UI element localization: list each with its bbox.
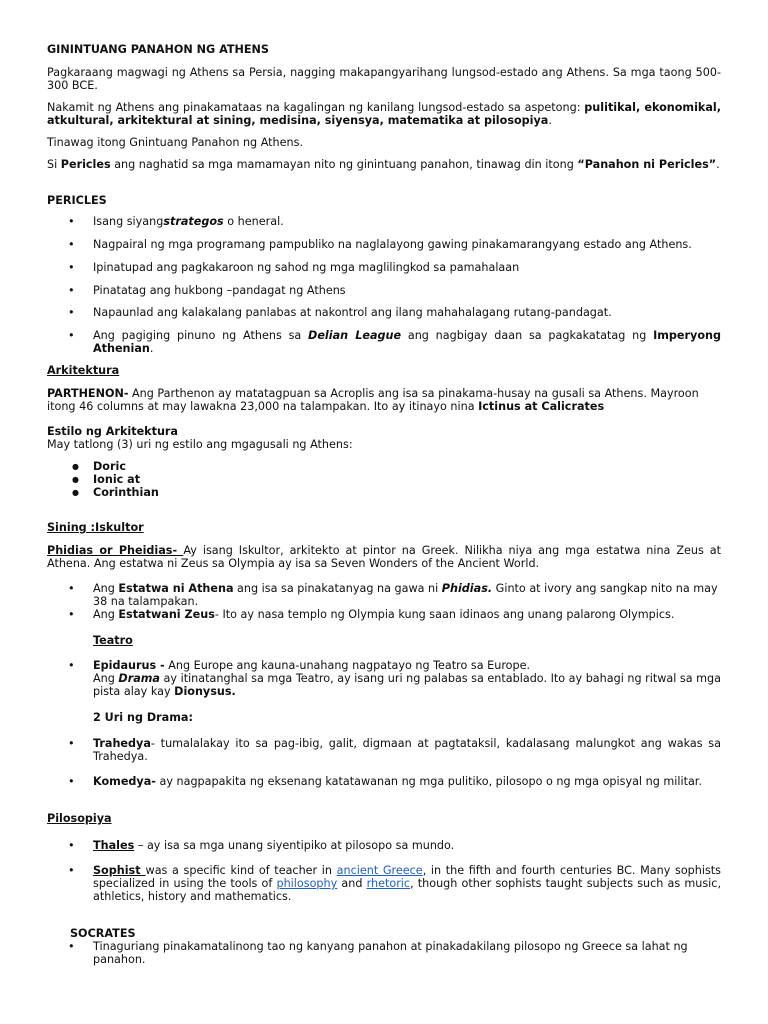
bullet-icon: ● bbox=[72, 462, 79, 471]
trahedya-label: Trahedya bbox=[93, 737, 151, 750]
list-item: Nagpairal ng mga programang pampubliko na naglalayong gawing pinakamarangyang estado ang Athens. bbox=[93, 238, 692, 251]
intro-paragraph-4 bbox=[47, 158, 721, 171]
list-item bbox=[93, 775, 721, 788]
item-text: ay nagpapakita ng eksenang katatawanan ng mga pulitiko, pilosopo o ng mga opisyal ng militar. bbox=[155, 775, 702, 788]
delian-league: Delian League bbox=[308, 329, 402, 342]
bullet-icon: • bbox=[68, 737, 75, 750]
bullet-icon: • bbox=[68, 864, 75, 877]
list-item bbox=[93, 864, 721, 903]
style-item-ionic: Ionic at bbox=[93, 473, 141, 486]
intro-paragraph-1: Pagkaraang magwagi ng Athens sa Persia, nagging makapangyarihang lungsod-estado ang Athens. Sa mga taong 500-300 BCE. bbox=[47, 66, 721, 92]
bullet-icon: ● bbox=[72, 475, 79, 484]
period: . bbox=[548, 114, 552, 127]
philosophy-link[interactable]: philosophy bbox=[276, 877, 338, 890]
phidias-text: Ay isang Iskultor, arkitekto at pintor na Greek. Nilikha niya ang mga estatwa nina Zeus at Athena. Ang estatwa ni Zeus sa Olympia ay isa sa Seven Wonders of the Ancient World. bbox=[47, 544, 721, 570]
intro-text: ang naghatid sa mga mamamayan nito ng ginintuang panahon, tinawag din itong bbox=[110, 158, 578, 171]
bullet-icon: • bbox=[68, 659, 75, 672]
item-text: ay itinatanghal sa mga Teatro, ay isang uri ng palabas sa entablado. Ito ay bahagi ng ritwal sa mga pista alay kay bbox=[93, 672, 722, 698]
socrates-heading: SOCRATES bbox=[70, 927, 136, 940]
bullet-icon: ● bbox=[72, 488, 79, 497]
pilosopiya-heading: Pilosopiya bbox=[47, 812, 112, 825]
bullet-icon: • bbox=[68, 306, 75, 319]
list-item: Pinatatag ang hukbong –pandagat ng Athens bbox=[93, 284, 346, 297]
sophist-label: Sophist bbox=[93, 864, 146, 877]
list-item bbox=[93, 608, 721, 621]
list-item: Napaunlad ang kalakalang panlabas at nakontrol ang ilang mahahalagang rutang-pandagat. bbox=[93, 306, 612, 319]
drama-term: Drama bbox=[118, 672, 160, 685]
socrates-text: Tinaguriang pinakamatalinong tao ng kanyang panahon at pinakadakilang pilosopo ng Greece sa lahat ng panahon. bbox=[93, 940, 688, 966]
list-item bbox=[93, 215, 721, 228]
komedya-label: Komedya- bbox=[93, 775, 156, 788]
parthenon-paragraph bbox=[47, 387, 721, 413]
phidias-label: Phidias or Pheidias- bbox=[47, 544, 184, 557]
bullet-icon: • bbox=[68, 215, 75, 228]
teatro-heading: Teatro bbox=[93, 634, 133, 647]
parthenon-label: PARTHENON- bbox=[47, 387, 129, 400]
bullet-icon: • bbox=[68, 582, 75, 595]
imperyong-athenian: Imperyong Athenian bbox=[93, 329, 721, 355]
document-title: GININTUANG PANAHON NG ATHENS bbox=[47, 43, 269, 56]
drama-paragraph bbox=[93, 672, 721, 698]
item-text: Isang siyang bbox=[93, 215, 164, 228]
item-text: , though other sophists taught subjects such as music, athletics, history and mathematics. bbox=[93, 877, 722, 903]
parthenon-builders: Ictinus at Calicrates bbox=[478, 400, 605, 413]
item-text: , in the fifth and fourth centuries BC. Many sophists specialized in using the tools of bbox=[93, 864, 722, 890]
item-text: Ang Europe ang kauna-unahang nagpatayo ng Teatro sa Europe. bbox=[164, 659, 531, 672]
list-item bbox=[93, 737, 721, 763]
list-item bbox=[93, 582, 721, 608]
item-text: Ang bbox=[93, 582, 119, 595]
item-text: ang nagbigay daan sa pagkakatatag ng bbox=[401, 329, 654, 342]
item-text: Ang bbox=[93, 672, 119, 685]
bullet-icon: • bbox=[68, 261, 75, 274]
list-item bbox=[93, 329, 721, 355]
intro-text: Si bbox=[47, 158, 61, 171]
bullet-icon: • bbox=[68, 238, 75, 251]
style-item-doric: Doric bbox=[93, 460, 126, 473]
list-item bbox=[93, 659, 721, 672]
estatwa-zeus: Estatwani Zeus bbox=[118, 608, 215, 621]
item-text: Ang bbox=[93, 608, 119, 621]
item-text: - Ito ay nasa templo ng Olympia kung saan idinaos ang unang palarong Olympics. bbox=[214, 608, 675, 621]
estilo-heading: Estilo ng Arkitektura bbox=[47, 425, 178, 438]
epidaurus-label: Epidaurus - bbox=[93, 659, 165, 672]
rhetoric-link[interactable]: rhetoric bbox=[366, 877, 411, 890]
panahon-ni-pericles: “Panahon ni Pericles” bbox=[577, 158, 717, 171]
bullet-icon: • bbox=[68, 775, 75, 788]
item-text: was a specific kind of teacher in bbox=[145, 864, 337, 877]
bullet-icon: • bbox=[68, 329, 75, 342]
intro-text: Nakamit ng Athens ang pinakamataas na kagalingan ng kanilang lungsod-estado sa aspetong: bbox=[47, 101, 585, 114]
aspects-bold: pulitikal, ekonomikal, atkultural, arkitektural at sining, medisina, siyensya, matematika at pilosopiya bbox=[47, 101, 721, 127]
intro-paragraph-2 bbox=[47, 101, 721, 127]
item-text: - tumalalakay ito sa pag-ibig, galit, digmaan at pagtataksil, kadalasang malungkot ang wakas sa Trahedya. bbox=[93, 737, 721, 763]
item-text: – ay isa sa mga unang siyentipiko at pilosopo sa mundo. bbox=[134, 839, 455, 852]
estilo-intro: May tatlong (3) uri ng estilo ang mgagusali ng Athens: bbox=[47, 438, 353, 451]
item-text: Ginto at ivory ang sangkap nito na may 38 na talampakan. bbox=[93, 582, 718, 608]
ancient-greece-link[interactable]: ancient Greece bbox=[336, 864, 423, 877]
thales-label: Thales bbox=[93, 839, 135, 852]
bullet-icon: • bbox=[68, 608, 75, 621]
item-text: and bbox=[337, 877, 367, 890]
period: . bbox=[716, 158, 720, 171]
intro-paragraph-3: Tinawag itong Gnintuang Panahon ng Athens. bbox=[47, 136, 304, 149]
list-item bbox=[93, 839, 721, 852]
parthenon-text: Ang Parthenon ay matatagpuan sa Acroplis ang isa sa pinakama-husay na gusali sa Athens. Mayroon itong 46 columns at may lawakna 23,000 na talampakan. Ito ay itinayo nina bbox=[47, 387, 699, 413]
phidias-paragraph bbox=[47, 544, 721, 570]
bullet-icon: • bbox=[68, 940, 75, 953]
sining-heading: Sining :Iskultor bbox=[47, 521, 144, 534]
bullet-icon: • bbox=[68, 839, 75, 852]
pericles-heading: PERICLES bbox=[47, 194, 107, 207]
item-text: ang isa sa pinakatanyag na gawa ni bbox=[233, 582, 442, 595]
period: . bbox=[149, 342, 154, 355]
drama-types-heading: 2 Uri ng Drama: bbox=[93, 711, 193, 724]
phidias-name: Phidias. bbox=[441, 582, 493, 595]
bullet-icon: • bbox=[68, 284, 75, 297]
estatwa-athena: Estatwa ni Athena bbox=[118, 582, 234, 595]
item-text: o heneral. bbox=[223, 215, 284, 228]
arkitektura-heading: Arkitektura bbox=[47, 364, 120, 377]
pericles-name: Pericles bbox=[60, 158, 111, 171]
item-text: Ang pagiging pinuno ng Athens sa bbox=[93, 329, 309, 342]
strategos-term: strategos bbox=[163, 215, 224, 228]
style-item-corinthian: Corinthian bbox=[93, 486, 159, 499]
dionysus-name: Dionysus. bbox=[174, 685, 236, 698]
list-item: Ipinatupad ang pagkakaroon ng sahod ng mga maglilingkod sa pamahalaan bbox=[93, 261, 520, 274]
